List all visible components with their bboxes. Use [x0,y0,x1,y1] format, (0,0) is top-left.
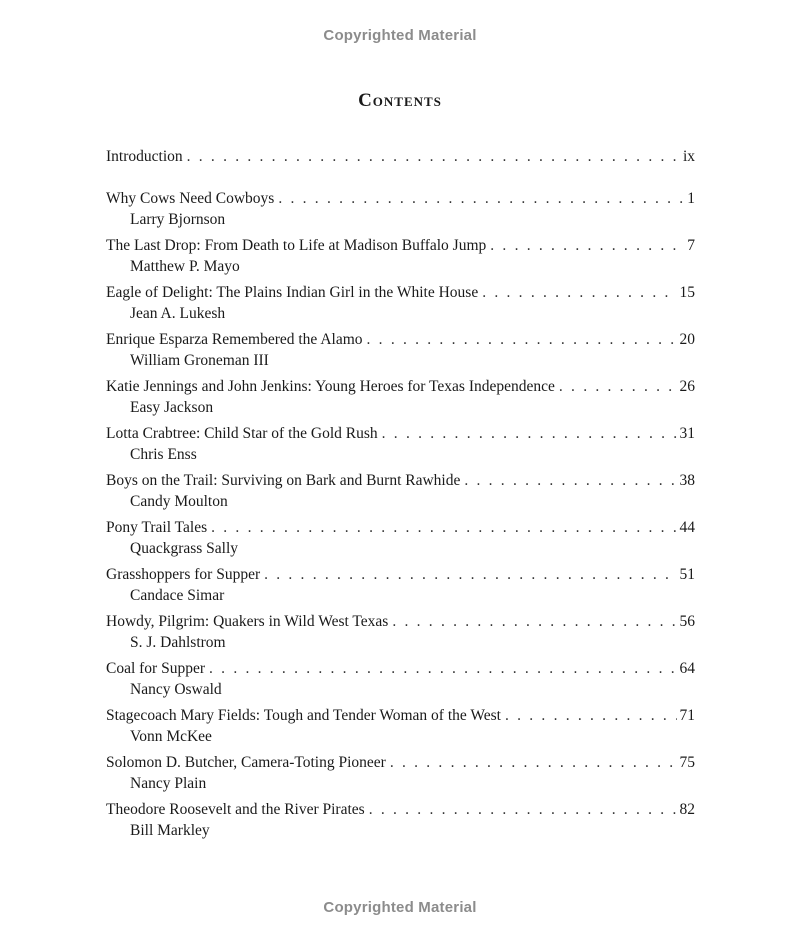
toc-entry [106,376,695,418]
toc-entry-title: The Last Drop: From Death to Life at Madison Buffalo Jump [106,237,487,254]
toc-entry [106,235,695,277]
toc-entry-author: Bill Markley [130,822,210,839]
toc-page-number: 1 [687,190,695,207]
toc-entry [106,611,695,653]
toc-entry-line [106,799,695,820]
table-of-contents [106,146,695,846]
copyright-watermark-bottom: Copyrighted Material [323,899,477,916]
toc-entry [106,329,695,371]
toc-entry [106,517,695,559]
toc-page-number: 44 [679,519,695,536]
copyright-watermark-top: Copyrighted Material [323,27,477,44]
toc-page-number: 38 [679,472,695,489]
toc-page-number: 7 [687,237,695,254]
toc-page-number: 31 [679,425,695,442]
toc-entry-line [106,517,695,538]
toc-entry-author: Vonn McKee [130,728,212,745]
dot-leader [278,188,684,209]
toc-entry-title: Boys on the Trail: Surviving on Bark and Burnt Rawhide [106,472,461,489]
dot-leader [464,470,676,491]
toc-entry-line [106,423,695,444]
toc-entry-title: Howdy, Pilgrim: Quakers in Wild West Texas [106,613,389,630]
toc-entry-line [106,611,695,632]
toc-entry [106,564,695,606]
dot-leader [392,611,676,632]
toc-page-number: 71 [679,707,695,724]
toc-page-number: 51 [679,566,695,583]
toc-entry-title: Katie Jennings and John Jenkins: Young Heroes for Texas Independence [106,378,555,395]
dot-leader [390,752,677,773]
toc-entry-title: Stagecoach Mary Fields: Tough and Tender Woman of the West [106,707,501,724]
toc-page-number: 64 [679,660,695,677]
toc-page-number: 15 [679,284,695,301]
toc-entry-title: Why Cows Need Cowboys [106,190,275,207]
toc-entry-line [106,705,695,726]
dot-leader [211,517,676,538]
toc-entry-introduction [106,146,695,167]
toc-entry-author: William Groneman III [130,352,269,369]
dot-leader [490,235,684,256]
dot-leader [367,329,677,350]
toc-page-number: 26 [679,378,695,395]
toc-entry-list [106,188,695,841]
toc-entry-title: Enrique Esparza Remembered the Alamo [106,331,363,348]
toc-entry-title: Introduction [106,148,183,165]
toc-entry-title: Pony Trail Tales [106,519,208,536]
toc-entry-author: Jean A. Lukesh [130,305,226,322]
toc-entry [106,470,695,512]
toc-entry-title: Theodore Roosevelt and the River Pirates [106,801,365,818]
toc-entry [106,705,695,747]
toc-page-number: ix [682,148,695,165]
toc-entry [106,799,695,841]
toc-entry-line [106,329,695,350]
toc-entry-author: Easy Jackson [130,399,214,416]
dot-leader [559,376,677,397]
toc-entry [106,658,695,700]
dot-leader [382,423,677,444]
toc-entry-title: Lotta Crabtree: Child Star of the Gold Rush [106,425,378,442]
toc-entry-line [106,376,695,397]
toc-entry [106,752,695,794]
toc-entry-line [106,564,695,585]
toc-entry [106,423,695,465]
toc-entry-title: Grasshoppers for Supper [106,566,261,583]
toc-entry-title: Solomon D. Butcher, Camera-Toting Pioneer [106,754,386,771]
toc-entry-author: Chris Enss [130,446,197,463]
toc-entry-author: Larry Bjornson [130,211,226,228]
toc-entry-line [106,282,695,303]
toc-entry-line [106,752,695,773]
dot-leader [369,799,677,820]
toc-page-number: 82 [679,801,695,818]
toc-page-number: 75 [679,754,695,771]
toc-entry [106,282,695,324]
toc-entry-author: Matthew P. Mayo [130,258,240,275]
toc-entry-line [106,235,695,256]
toc-page-number: 20 [679,331,695,348]
toc-entry-author: Candy Moulton [130,493,228,510]
toc-entry-title: Coal for Supper [106,660,206,677]
dot-leader [209,658,676,679]
dot-leader [264,564,676,585]
toc-entry-author: S. J. Dahlstrom [130,634,226,651]
page-title: Contents [358,90,442,111]
toc-entry-title: Eagle of Delight: The Plains Indian Girl in the White House [106,284,479,301]
toc-entry-author: Nancy Oswald [130,681,222,698]
dot-leader [187,146,680,167]
toc-entry-line [106,188,695,209]
toc-entry-author: Quackgrass Sally [130,540,239,557]
toc-entry [106,188,695,230]
toc-page-number: 56 [679,613,695,630]
toc-entry-line [106,658,695,679]
dot-leader [482,282,676,303]
toc-entry-author: Candace Simar [130,587,225,604]
toc-entry-line [106,470,695,491]
toc-entry-author: Nancy Plain [130,775,207,792]
dot-leader [505,705,677,726]
